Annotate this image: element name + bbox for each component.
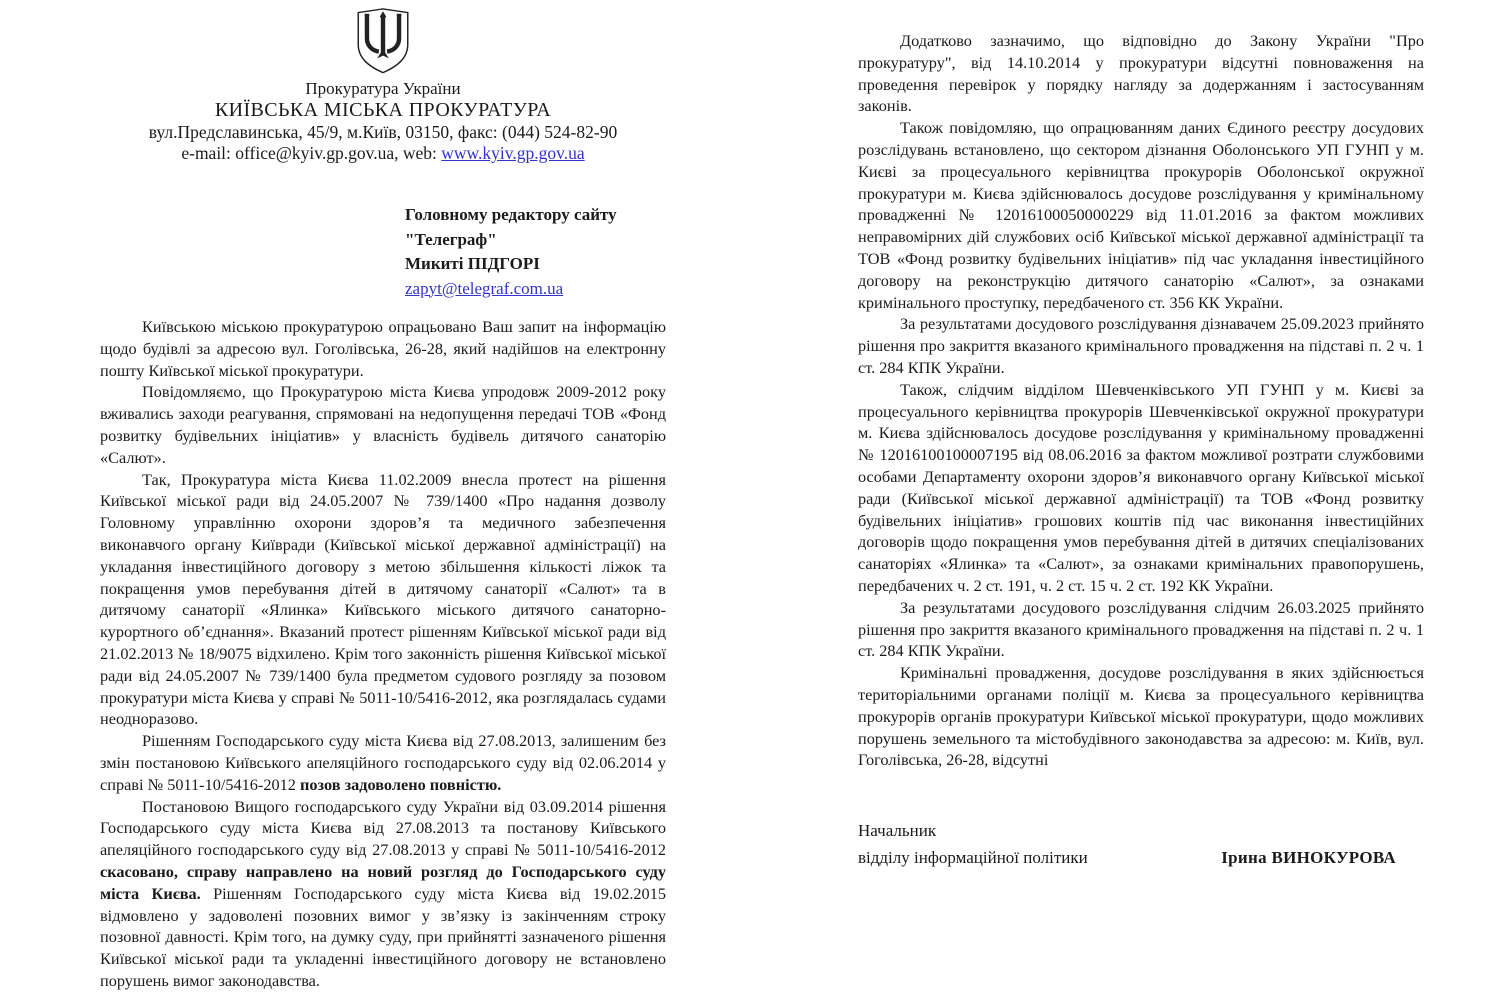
body-paragraph: Рішенням Господарського суду міста Києва від 27.08.2013, залишеним без змін постановою Київського апеляційного господарського суду від 02.06.2014 у справі № 5011-10/5416-2012 позов задоволено повністю. <box>100 731 666 794</box>
recipient-organization: "Телеграф" <box>405 229 497 249</box>
org-name: КИЇВСЬКА МІСЬКА ПРОКУРАТУРА <box>214 99 552 121</box>
body-paragraph: Додатково зазначимо, що відповідно до Закону України "Про прокуратуру", від 14.10.2014 у прокуратури відсутні повноваження на проведення перевірок у порядку нагляду за додержанням і застосуванням законів. <box>858 31 1424 116</box>
body-paragraph: Кримінальні провадження, досудове розслідування в яких здійснюється територіальними органами поліції м. Києва за процесуального керівництва прокурорів органів прокуратури Київської міської прокуратури, щодо можливих порушень земельного та містобудівного законодавства за адресою: м. Київ, вул. Гоголівська, 26-28, відсутні <box>858 663 1424 770</box>
org-parent-name: Прокуратура України <box>305 79 461 98</box>
letter-page-2 <box>858 30 1424 871</box>
org-website-link[interactable]: www.kyiv.gp.gov.ua <box>441 143 585 163</box>
page1-body <box>100 316 666 992</box>
body-paragraph: Постановою Вищого господарського суду України від 03.09.2014 рішення Господарського суду міста Києва від 27.08.2013 та постанову Київського апеляційного господарського суду від 27.08.2013 у справі № 5011-10/5416-2012 скасовано, справу направлено на новий розгляд до Господарського суду міста Києва. Рішенням Господарського суду міста Києва від 19.02.2015 відмовлено у задоволені позовних вимог у зв’язку із закінченням строку позовної давності. Крім того, на думку суду, при прийнятті зазначеного рішення Київської міської ради та укладенні інвестиційного договору не встановлено порушень вимог законодавства. <box>100 796 666 990</box>
page2-body <box>858 30 1424 771</box>
body-paragraph: За результатами досудового розслідування дізнавачем 25.09.2023 прийнято рішення про закриття вказаного кримінального провадження на підставі п. 2 ч. 1 ст. 284 КПК України. <box>858 314 1424 377</box>
body-paragraph: Київською міською прокуратурою опрацьовано Ваш запит на інформацію щодо будівлі за адресою вул. Гоголівська, 26-28, який надійшов на електронну пошту Київської міської прокуратури. <box>100 317 666 380</box>
body-paragraph: Повідомляємо, що Прокуратурою міста Києва упродовж 2009-2012 року вживались заходи реагування, спрямовані на недопущення передачі ТОВ «Фонд розвитку будівельних ініціатив» у власність будівель дитячого санаторію «Салют». <box>100 382 666 467</box>
body-paragraph: Так, Прокуратура міста Києва 11.02.2009 внесла протест на рішення Київської міської ради від 24.05.2007 № 739/1400 «Про надання дозволу Головному управлінню охорони здоров’я та медичного забезпечення виконавчого органу Київради (Київської міської державної адміністрації) на укладання інвестиційного договору з метою збільшення кількості ліжок та покращення умов перебування дітей в дитячому санаторії «Салют» та в дитячому санаторії «Ялинка» Київського міського дитячого санаторно-курортного об’єднання». Вказаний протест рішенням Київської міської ради від 21.02.2013 № 18/9075 відхилено. Крім того законність рішення Київської міської ради від 24.05.2007 № 739/1400 була предметом судового розгляду за позовом прокуратури міста Києва у справі № 5011-10/5416-2012, яка розглядалась судами неодноразово. <box>100 469 666 729</box>
signer-name: Ірина ВИНОКУРОВА <box>1221 848 1396 868</box>
letter-page-1 <box>100 8 666 992</box>
org-contacts <box>100 143 666 164</box>
signer-title <box>858 817 1088 871</box>
recipient-position: Головному редактору сайту <box>405 205 617 224</box>
body-paragraph: Також, слідчим відділом Шевченківського УП ГУНП у м. Києві за процесуального керівництва прокурорів Шевченківської окружної прокуратури м. Києва здійснювалось досудове розслідування у кримінальному провадженні № 12016100100007195 від 08.06.2016 за фактом можливої розтрати службовими особами Департаменту охорони здоров’я виконавчого органу Київської міської ради (Київської міської державної адміністрації) та ТОВ «Фонд розвитку будівельних ініціатив» грошових коштів під час виконання інвестиційних договорів щодо покращення умов перебування дітей в дитячих спеціалізованих санаторіях «Ялинка» та «Салют», за ознаками кримінальних правопорушень, передбачених ч. 2 ст. 191, ч. 2 ст. 15 ч. 2 ст. 192 КК України. <box>858 379 1424 595</box>
ukraine-trident-icon <box>355 8 411 74</box>
letterhead <box>100 8 666 164</box>
recipient-email-link[interactable]: zapyt@telegraf.com.ua <box>405 278 564 298</box>
recipient-person: Микиті ПІДГОРІ <box>405 254 540 273</box>
signer-title-line1: Начальник <box>858 821 937 841</box>
org-contacts-prefix: e-mail: office@kyiv.gp.gov.ua, web: <box>181 143 442 163</box>
signature-block <box>858 817 1424 871</box>
recipient-block <box>405 203 666 301</box>
body-paragraph: За результатами досудового розслідування слідчим 26.03.2025 прийнято рішення про закриття вказаного кримінального провадження на підставі п. 2 ч. 1 ст. 284 КПК України. <box>858 597 1424 661</box>
signer-title-line2: відділу інформаційної політики <box>858 848 1088 868</box>
body-paragraph: Також повідомляю, що опрацюванням даних Єдиного реєстру досудових розслідувань встановлено, що сектором дізнання Оболонського УП ГУНП у м. Києві за процесуального керівництва прокурорів Оболонської окружної прокуратури м. Києва здійснювалось досудове розслідування у кримінальному провадженні № 12016100050000229 від 11.01.2016 за фактом можливих неправомірних дій службових осіб Київської міської державної адміністрації та ТОВ «Фонд розвитку будівельних ініціатив» під час укладання інвестиційного договору на реконструкцію дитячого санаторію «Салют», за ознаками кримінального проступку, передбаченого ст. 356 КК України. <box>858 118 1424 312</box>
org-address: вул.Предславинська, 45/9, м.Київ, 03150, факс: (044) 524-82-90 <box>148 122 618 142</box>
